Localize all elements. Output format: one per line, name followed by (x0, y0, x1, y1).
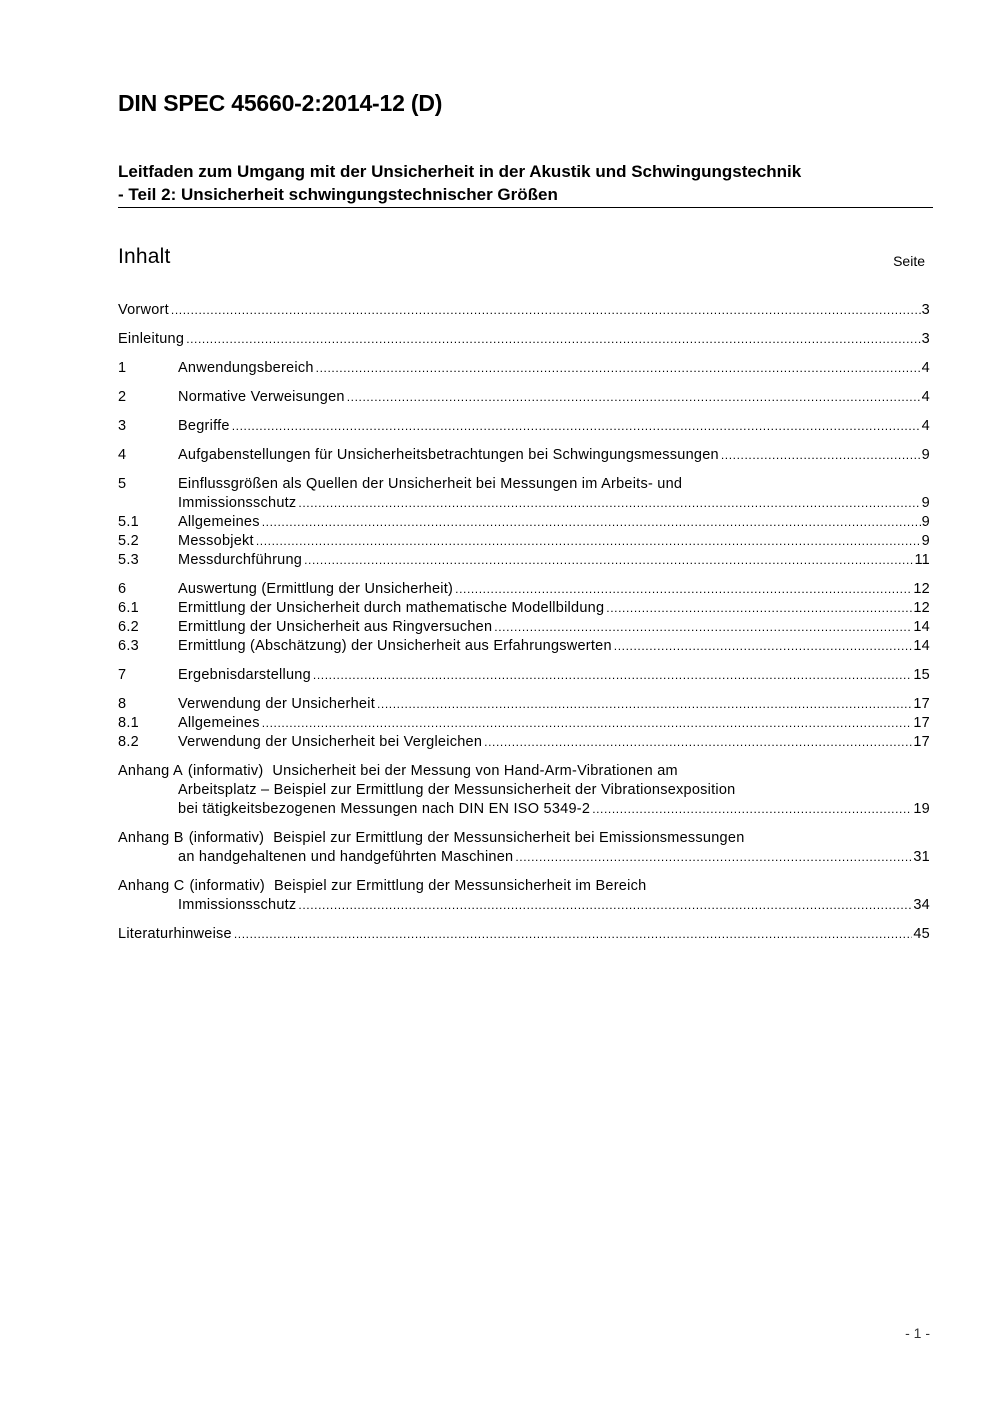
toc-entry-7[interactable] (118, 666, 930, 685)
toc-entry-title: Anwendungsbereich (178, 360, 314, 376)
toc-entry-5[interactable] (118, 475, 930, 513)
toc-entry-page: 9 (921, 533, 930, 549)
toc-entry-6-2[interactable] (118, 618, 930, 637)
toc-entry-3[interactable] (118, 417, 930, 436)
toc-entry-number: 8.1 (118, 715, 139, 731)
toc-entry-5-1[interactable] (118, 513, 930, 532)
toc-leader (232, 417, 921, 436)
toc-entry-page: 45 (913, 926, 930, 942)
toc-entry-number: 5.2 (118, 533, 139, 549)
toc-entry-einleitung[interactable] (118, 330, 930, 349)
toc-entry-page: 4 (921, 389, 930, 405)
toc-entry-8-2[interactable] (118, 733, 930, 752)
toc-page-column-label: Seite (893, 253, 925, 269)
toc-entry-title: Ermittlung der Unsicherheit durch mathematische Modellbildung (178, 600, 605, 616)
toc-entry-title-line-1: Einflussgrößen als Quellen der Unsicherheit bei Messungen im Arbeits- und (178, 476, 683, 492)
annex-info: (informativ) (188, 830, 265, 846)
toc-entry-bibliography[interactable] (118, 925, 930, 944)
toc-entry-page: 14 (913, 619, 930, 635)
toc-leader (614, 637, 913, 656)
toc-entry-title: Begriffe (178, 418, 230, 434)
toc-leader (262, 513, 921, 532)
toc-leader (256, 532, 921, 551)
document-title-line-2: - Teil 2: Unsicherheit schwingungstechnischer Größen (118, 185, 558, 204)
toc-entry-2[interactable] (118, 388, 930, 407)
toc-entry-page: 19 (913, 801, 930, 817)
toc-entry-number: 6.1 (118, 600, 139, 616)
annex-title-line-2: an handgehaltenen und handgeführten Maschinen (178, 849, 514, 865)
toc-entry-title: Literaturhinweise (118, 926, 232, 942)
toc-leader (592, 800, 912, 819)
toc-entry-8[interactable] (118, 695, 930, 714)
toc-entry-number: 6.3 (118, 638, 139, 654)
toc-entry-title: Ermittlung der Unsicherheit aus Ringversuchen (178, 619, 493, 635)
toc-entry-title: Aufgabenstellungen für Unsicherheitsbetrachtungen bei Schwingungsmessungen (178, 447, 719, 463)
annex-title-line-1: Beispiel zur Ermittlung der Messunsicherheit im Bereich (274, 878, 647, 894)
annex-label: Anhang C (118, 878, 185, 894)
toc-leader (171, 301, 921, 320)
toc-entry-title: Auswertung (Ermittlung der Unsicherheit) (178, 581, 454, 597)
toc-leader (494, 618, 912, 637)
toc-entry-page: 17 (913, 696, 930, 712)
toc-entry-number: 8.2 (118, 734, 139, 750)
toc-entry-page: 11 (914, 552, 930, 568)
annex-label: Anhang B (118, 830, 184, 846)
toc-entry-number: 6 (118, 581, 127, 597)
toc-entry-page: 31 (913, 849, 930, 865)
page-number: - 1 - (905, 1325, 930, 1341)
annex-label: Anhang A (118, 763, 183, 779)
toc-entry-5-3[interactable] (118, 551, 930, 570)
toc-entry-8-1[interactable] (118, 714, 930, 733)
toc-entry-title: Ergebnisdarstellung (178, 667, 311, 683)
toc-entry-number: 8 (118, 696, 127, 712)
toc-leader (298, 494, 920, 513)
toc-entry-number: 4 (118, 447, 127, 463)
toc-entry-title: Vorwort (118, 302, 169, 318)
toc-entry-annex-b[interactable] (118, 829, 930, 867)
toc-heading: Inhalt (118, 245, 171, 268)
toc-entry-page: 9 (921, 495, 930, 511)
toc-entry-annex-a[interactable] (118, 762, 930, 819)
toc-leader (377, 695, 912, 714)
table-of-contents (118, 301, 930, 944)
toc-entry-page: 12 (913, 581, 930, 597)
toc-entry-page: 9 (921, 514, 930, 530)
toc-entry-1[interactable] (118, 359, 930, 378)
toc-entry-page: 12 (913, 600, 930, 616)
toc-entry-title: Ermittlung (Abschätzung) der Unsicherheit aus Erfahrungswerten (178, 638, 612, 654)
toc-entry-number: 7 (118, 667, 127, 683)
toc-entry-title-line-2: Immissionsschutz (178, 495, 297, 511)
toc-entry-page: 9 (921, 447, 930, 463)
toc-leader (262, 714, 913, 733)
annex-title-line-3: bei tätigkeitsbezogenen Messungen nach DIN EN ISO 5349-2 (178, 801, 591, 817)
toc-leader (316, 359, 921, 378)
toc-entry-page: 4 (921, 360, 930, 376)
toc-entry-vorwort[interactable] (118, 301, 930, 320)
document-id: DIN SPEC 45660-2:2014-12 (D) (118, 90, 443, 116)
toc-leader (298, 896, 912, 915)
toc-entry-title: Messdurchführung (178, 552, 303, 568)
toc-leader (515, 848, 912, 867)
annex-info: (informativ) (189, 878, 266, 894)
toc-entry-page: 17 (913, 734, 930, 750)
toc-leader (313, 666, 912, 685)
toc-entry-title: Einleitung (118, 331, 185, 347)
annex-title-line-1: Unsicherheit bei der Messung von Hand-Arm-Vibrationen am (272, 763, 678, 779)
toc-entry-6-3[interactable] (118, 637, 930, 656)
toc-entry-title: Messobjekt (178, 533, 254, 549)
toc-leader (721, 446, 921, 465)
toc-entry-page: 4 (921, 418, 930, 434)
annex-info: (informativ) (187, 763, 264, 779)
document-title-line-1: Leitfaden zum Umgang mit der Unsicherheit in der Akustik und Schwingungstechnik (118, 162, 802, 181)
toc-entry-number: 5 (118, 476, 127, 492)
toc-leader (347, 388, 921, 407)
toc-entry-page: 3 (921, 302, 930, 318)
toc-entry-number: 3 (118, 418, 127, 434)
toc-entry-5-2[interactable] (118, 532, 930, 551)
toc-leader (304, 551, 913, 570)
toc-leader (234, 925, 912, 944)
toc-leader (186, 330, 920, 349)
toc-entry-number: 2 (118, 389, 127, 405)
toc-entry-page: 17 (913, 715, 930, 731)
toc-entry-6[interactable] (118, 580, 930, 599)
toc-entry-page: 34 (913, 897, 930, 913)
document-title (118, 160, 933, 208)
toc-leader (484, 733, 912, 752)
toc-entry-4[interactable] (118, 446, 930, 465)
toc-entry-annex-c[interactable] (118, 877, 930, 915)
toc-entry-title: Allgemeines (178, 715, 260, 731)
toc-leader (606, 599, 912, 618)
toc-entry-number: 5.3 (118, 552, 139, 568)
toc-entry-6-1[interactable] (118, 599, 930, 618)
toc-entry-page: 14 (913, 638, 930, 654)
toc-entry-page: 3 (921, 331, 930, 347)
annex-title-line-2: Arbeitsplatz – Beispiel zur Ermittlung der Messunsicherheit der Vibrationsexposition (178, 782, 736, 798)
toc-entry-number: 1 (118, 360, 127, 376)
toc-entry-title: Verwendung der Unsicherheit bei Vergleichen (178, 734, 483, 750)
toc-entry-title: Verwendung der Unsicherheit (178, 696, 375, 712)
toc-entry-title: Normative Verweisungen (178, 389, 345, 405)
toc-leader (455, 580, 912, 599)
toc-entry-title: Allgemeines (178, 514, 260, 530)
toc-entry-number: 5.1 (118, 514, 139, 530)
toc-entry-page: 15 (913, 667, 930, 683)
annex-title-line-1: Beispiel zur Ermittlung der Messunsicherheit bei Emissionsmessungen (273, 830, 745, 846)
toc-entry-number: 6.2 (118, 619, 139, 635)
annex-title-line-2: Immissionsschutz (178, 897, 297, 913)
